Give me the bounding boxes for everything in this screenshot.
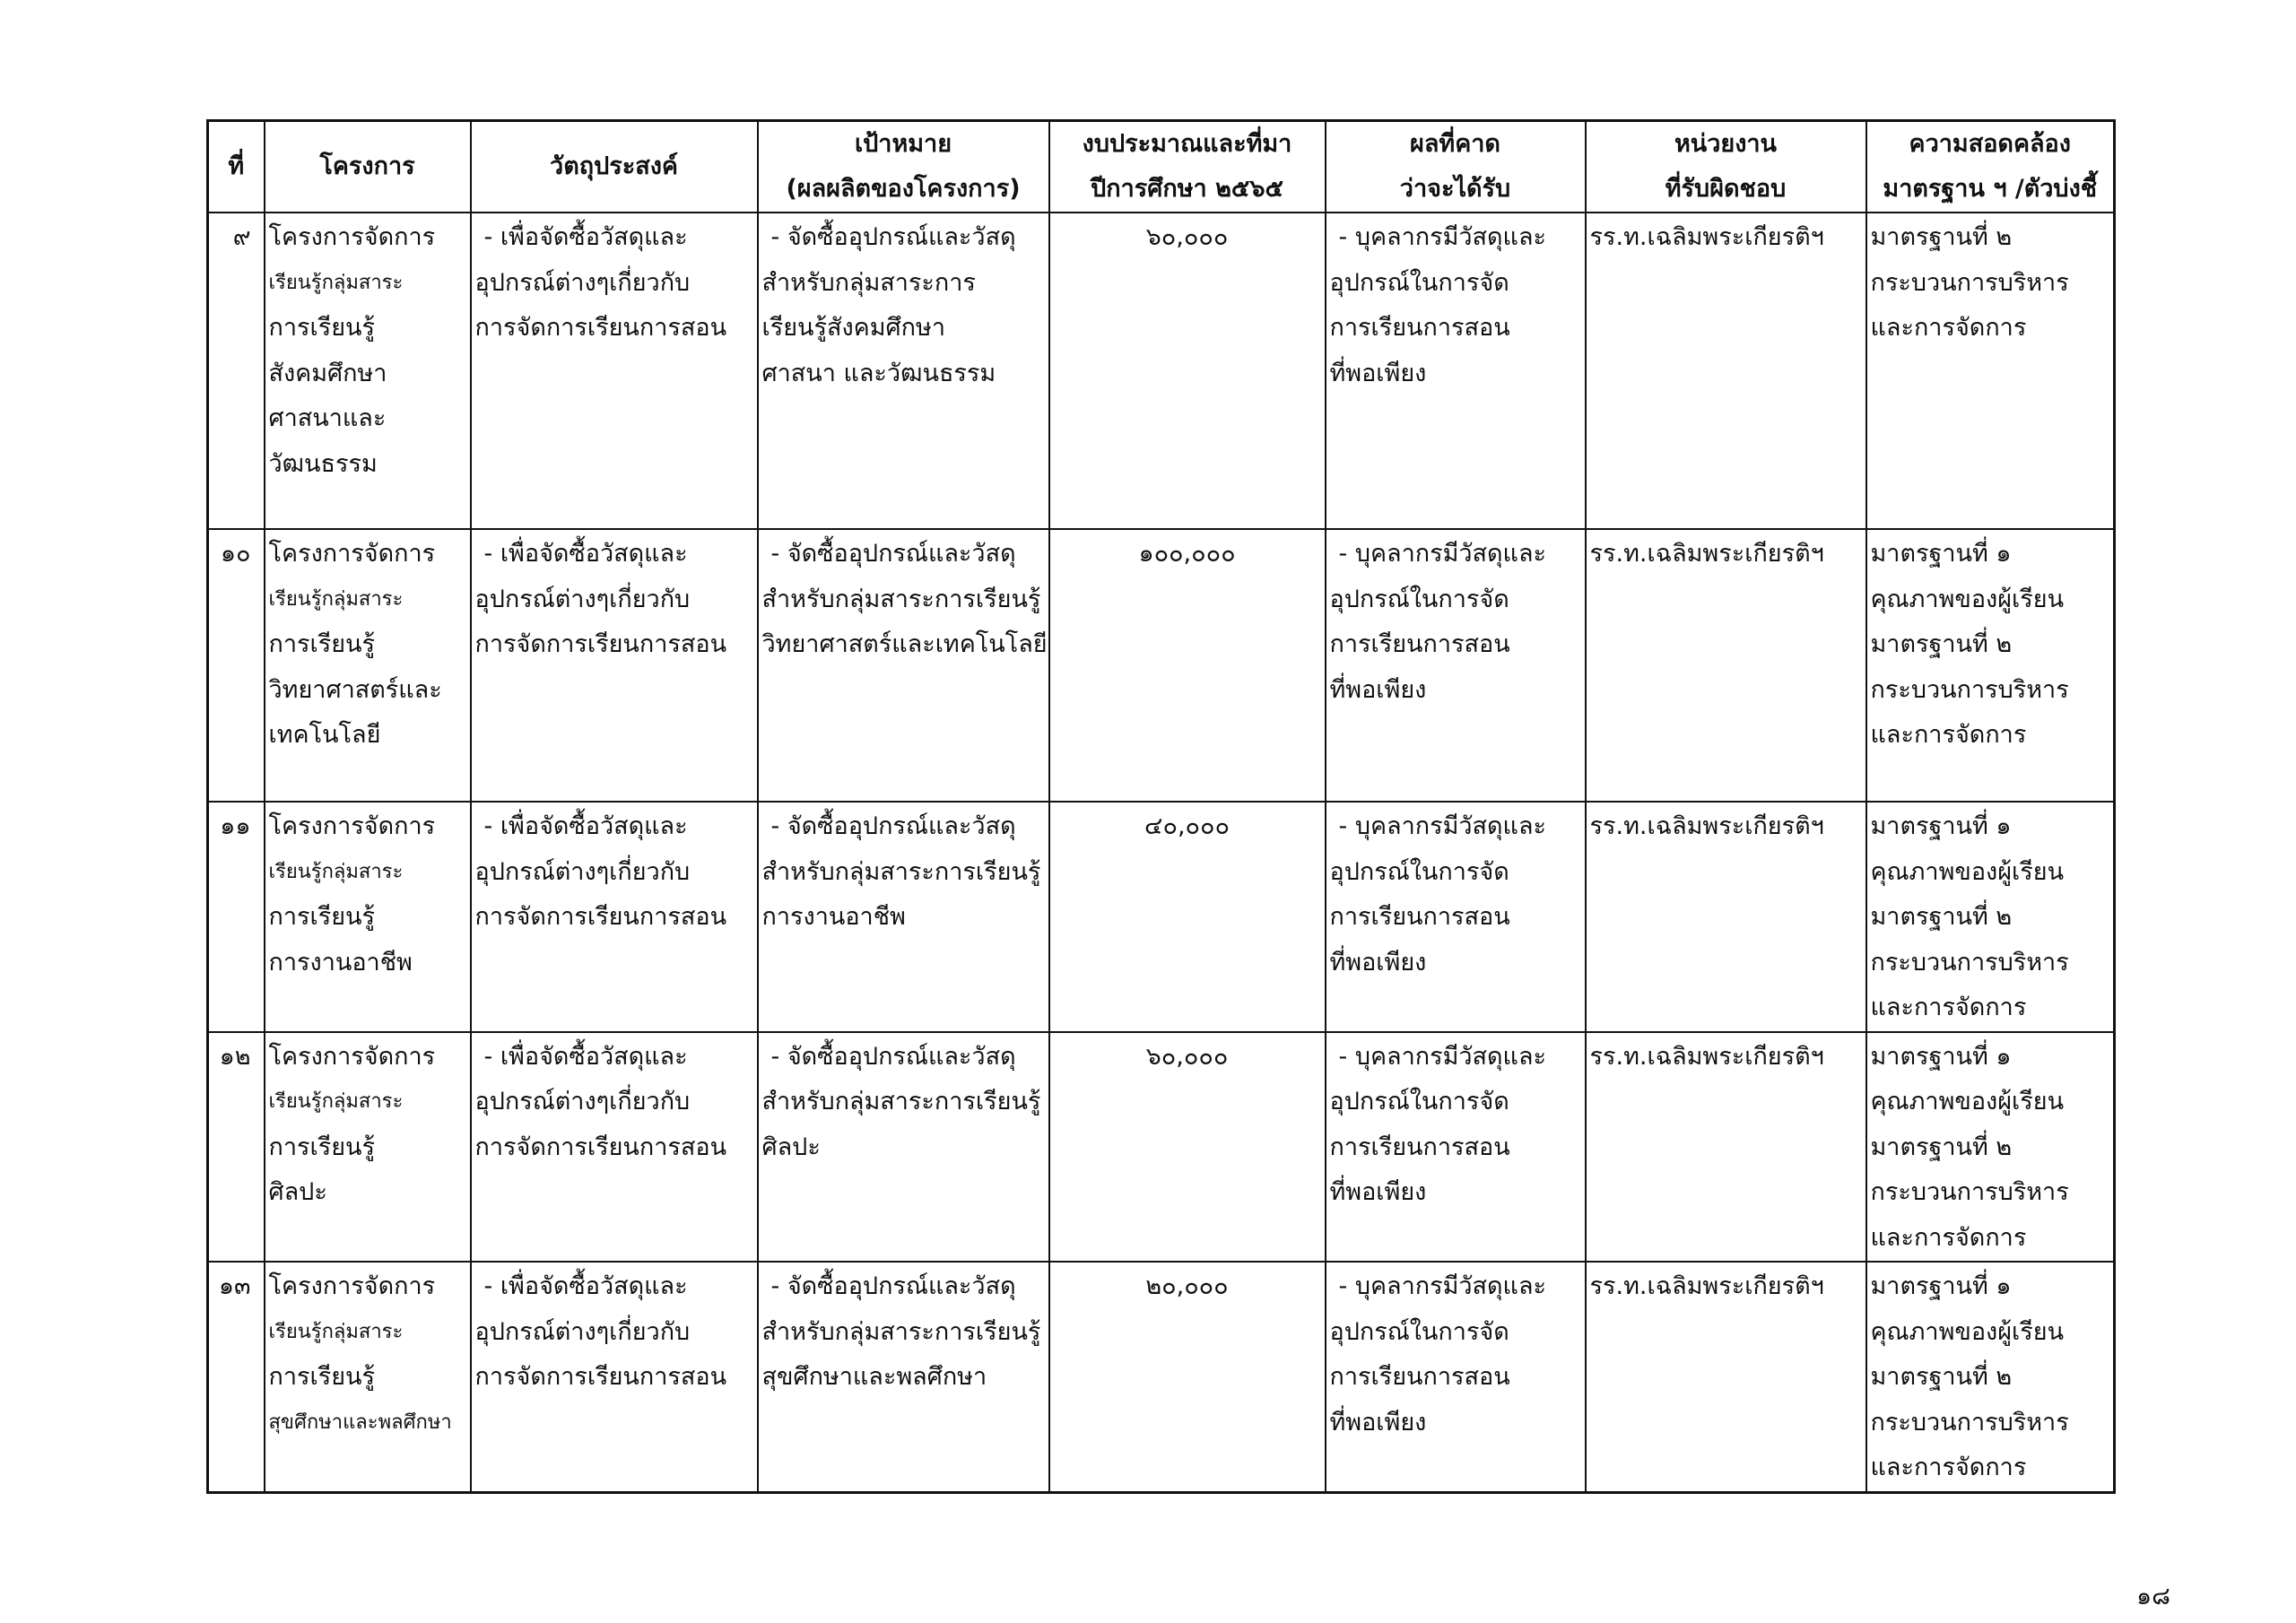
expected-result-line: ที่พอเพียง: [1329, 675, 1427, 704]
objective-cell: [471, 1032, 758, 1263]
budget-cell: ๔๐,๐๐๐: [1049, 802, 1326, 1032]
target-line: สำหรับกลุ่มสาระการ: [761, 268, 976, 297]
standard-alignment-line: กระบวนการบริหาร: [1870, 948, 2069, 976]
project-name-line: เรียนรู้กลุ่มสาระ: [268, 1090, 404, 1113]
responsible-unit-cell: รร.ท.เฉลิมพระเกียรติฯ: [1586, 1262, 1866, 1492]
row-number-cell: ๑๒: [208, 1032, 265, 1263]
expected-result-line: อุปกรณ์ในการจัด: [1329, 268, 1509, 297]
responsible-unit-cell: รร.ท.เฉลิมพระเกียรติฯ: [1586, 1032, 1866, 1263]
standard-alignment-line: และการจัดการ: [1870, 1223, 2027, 1252]
header-project: [265, 121, 471, 213]
expected-result-line: อุปกรณ์ในการจัด: [1329, 1317, 1509, 1346]
table-row: [208, 213, 2115, 529]
objective-line: - เพื่อจัดซื้อวัสดุและ: [483, 1272, 688, 1300]
objective-line: การจัดการเรียนการสอน: [474, 903, 727, 931]
standard-alignment-line: คุณภาพของผู้เรียน: [1870, 857, 2065, 886]
objective-line: - เพื่อจัดซื้อวัสดุและ: [483, 223, 688, 251]
target-cell: [758, 213, 1049, 529]
budget-cell: ๖๐,๐๐๐: [1049, 1032, 1326, 1263]
expected-result-line: ที่พอเพียง: [1329, 1408, 1427, 1436]
standard-alignment-line: มาตรฐานที่ ๒: [1870, 223, 2013, 251]
project-name-line: การเรียนรู้: [268, 1133, 376, 1161]
target-line: การงานอาชีพ: [761, 903, 906, 931]
expected-result-line: การเรียนการสอน: [1329, 1133, 1510, 1161]
objective-line: การจัดการเรียนการสอน: [474, 1133, 727, 1161]
header-line: เป้าหมาย: [854, 130, 952, 158]
standard-alignment-line: มาตรฐานที่ ๒: [1870, 903, 2013, 931]
objective-line: การจัดการเรียนการสอน: [474, 314, 727, 342]
project-name-line: เรียนรู้กลุ่มสาระ: [268, 860, 404, 883]
page-number: ๑๘: [2136, 1583, 2170, 1610]
expected-result-line: - บุคลากรมีวัสดุและ: [1338, 1042, 1547, 1071]
project-name-line: โครงการจัดการ: [268, 223, 436, 251]
target-line: ศิลปะ: [761, 1133, 821, 1161]
target-cell: [758, 1032, 1049, 1263]
header-line: ความสอดคล้อง: [1909, 130, 2071, 158]
responsible-unit-cell: รร.ท.เฉลิมพระเกียรติฯ: [1586, 802, 1866, 1032]
expected-result-line: ที่พอเพียง: [1329, 1178, 1427, 1206]
standard-alignment-cell: [1866, 1262, 2115, 1492]
header-line: วัตถุประสงค์: [550, 152, 678, 180]
target-line: - จัดซื้ออุปกรณ์และวัสดุ: [770, 812, 1016, 840]
objective-line: การจัดการเรียนการสอน: [474, 630, 727, 658]
target-line: วิทยาศาสตร์และเทคโนโลยี: [761, 630, 1048, 658]
expected-result-line: ที่พอเพียง: [1329, 359, 1427, 387]
standard-alignment-line: และการจัดการ: [1870, 1454, 2027, 1481]
expected-result-line: การเรียนการสอน: [1329, 630, 1510, 658]
table-header-row: [208, 121, 2115, 213]
objective-line: อุปกรณ์ต่างๆเกี่ยวกับ: [474, 1317, 691, 1346]
row-number-cell: ๑๓: [208, 1262, 265, 1492]
project-name-cell: [265, 1032, 471, 1263]
target-line: สำหรับกลุ่มสาระการเรียนรู้: [761, 1317, 1041, 1346]
objective-line: อุปกรณ์ต่างๆเกี่ยวกับ: [474, 857, 691, 886]
row-number-cell: ๑๑: [208, 802, 265, 1032]
standard-alignment-line: และการจัดการ: [1870, 314, 2027, 342]
standard-alignment-line: คุณภาพของผู้เรียน: [1870, 585, 2065, 613]
table-row: [208, 1262, 2115, 1492]
expected-result-cell: [1326, 1032, 1586, 1263]
project-name-line: วิทยาศาสตร์และ: [268, 675, 442, 704]
budget-cell: ๖๐,๐๐๐: [1049, 213, 1326, 529]
header-no: [208, 121, 265, 213]
header-line: ที่รับผิดชอบ: [1665, 175, 1787, 203]
row-number-cell: ๙: [208, 213, 265, 529]
project-table: [206, 119, 2116, 1494]
header-line: หน่วยงาน: [1674, 130, 1778, 158]
expected-result-line: การเรียนการสอน: [1329, 903, 1510, 931]
header-line: ที่: [228, 152, 245, 180]
objective-line: - เพื่อจัดซื้อวัสดุและ: [483, 540, 688, 568]
standard-alignment-line: มาตรฐานที่ ๑: [1870, 1272, 2012, 1300]
project-name-line: โครงการจัดการ: [268, 1272, 436, 1300]
target-line: - จัดซื้ออุปกรณ์และวัสดุ: [770, 223, 1016, 251]
standard-alignment-line: กระบวนการบริหาร: [1870, 268, 2069, 297]
header-line: ปีการศึกษา ๒๕๖๕: [1091, 175, 1283, 203]
header-line: ผลที่คาด: [1410, 130, 1500, 158]
project-name-line: สุขศึกษาและพลศึกษา: [268, 1410, 452, 1434]
expected-result-line: การเรียนการสอน: [1329, 1363, 1510, 1391]
project-name-line: วัฒนธรรม: [268, 449, 378, 478]
standard-alignment-line: กระบวนการบริหาร: [1870, 1178, 2069, 1206]
expected-result-line: อุปกรณ์ในการจัด: [1329, 585, 1509, 613]
project-name-line: เทคโนโลยี: [268, 721, 381, 749]
standard-alignment-line: และการจัดการ: [1870, 994, 2027, 1021]
objective-line: - เพื่อจัดซื้อวัสดุและ: [483, 812, 688, 840]
target-line: - จัดซื้ออุปกรณ์และวัสดุ: [770, 540, 1016, 568]
expected-result-cell: [1326, 213, 1586, 529]
project-name-line: การงานอาชีพ: [268, 948, 413, 976]
standard-alignment-cell: [1866, 1032, 2115, 1263]
header-line: งบประมาณและที่มา: [1082, 130, 1292, 158]
standard-alignment-line: มาตรฐานที่ ๑: [1870, 812, 2012, 840]
expected-result-line: การเรียนการสอน: [1329, 314, 1510, 342]
header-line: (ผลผลิตของโครงการ): [786, 175, 1021, 203]
header-objective: [471, 121, 758, 213]
expected-result-cell: [1326, 802, 1586, 1032]
project-name-line: โครงการจัดการ: [268, 812, 436, 840]
objective-line: - เพื่อจัดซื้อวัสดุและ: [483, 1042, 688, 1071]
project-name-line: การเรียนรู้: [268, 1363, 376, 1391]
budget-cell: ๒๐,๐๐๐: [1049, 1262, 1326, 1492]
expected-result-line: อุปกรณ์ในการจัด: [1329, 1088, 1509, 1115]
header-line: มาตรฐาน ฯ /ตัวบ่งชี้: [1883, 175, 2098, 203]
objective-line: อุปกรณ์ต่างๆเกี่ยวกับ: [474, 585, 691, 613]
header-budget: [1049, 121, 1326, 213]
project-name-line: เรียนรู้กลุ่มสาระ: [268, 271, 404, 294]
standard-alignment-line: มาตรฐานที่ ๒: [1870, 630, 2013, 658]
objective-line: อุปกรณ์ต่างๆเกี่ยวกับ: [474, 268, 691, 297]
expected-result-line: - บุคลากรมีวัสดุและ: [1338, 1272, 1547, 1300]
project-name-cell: [265, 213, 471, 529]
standard-alignment-line: มาตรฐานที่ ๑: [1870, 540, 2012, 568]
standard-alignment-cell: [1866, 802, 2115, 1032]
target-line: - จัดซื้ออุปกรณ์และวัสดุ: [770, 1272, 1016, 1300]
standard-alignment-line: มาตรฐานที่ ๑: [1870, 1042, 2012, 1071]
standard-alignment-line: และการจัดการ: [1870, 721, 2027, 749]
project-name-line: เรียนรู้กลุ่มสาระ: [268, 587, 404, 611]
expected-result-line: ที่พอเพียง: [1329, 948, 1427, 976]
expected-result-line: - บุคลากรมีวัสดุและ: [1338, 540, 1547, 568]
project-name-line: การเรียนรู้: [268, 314, 376, 342]
header-line: โครงการ: [319, 152, 415, 180]
target-line: เรียนรู้สังคมศึกษา: [761, 314, 945, 342]
project-name-line: การเรียนรู้: [268, 630, 376, 658]
responsible-unit-cell: รร.ท.เฉลิมพระเกียรติฯ: [1586, 529, 1866, 802]
expected-result-line: อุปกรณ์ในการจัด: [1329, 857, 1509, 886]
objective-cell: [471, 529, 758, 802]
project-name-line: โครงการจัดการ: [268, 1042, 436, 1071]
header-line: ว่าจะได้รับ: [1399, 175, 1511, 203]
expected-result-cell: [1326, 529, 1586, 802]
table-row: [208, 1032, 2115, 1263]
standard-alignment-line: มาตรฐานที่ ๒: [1870, 1363, 2013, 1391]
expected-result-cell: [1326, 1262, 1586, 1492]
project-name-line: สังคมศึกษา: [268, 359, 387, 387]
row-number-cell: ๑๐: [208, 529, 265, 802]
project-name-cell: [265, 529, 471, 802]
project-name-cell: [265, 802, 471, 1032]
budget-cell: ๑๐๐,๐๐๐: [1049, 529, 1326, 802]
standard-alignment-line: คุณภาพของผู้เรียน: [1870, 1317, 2065, 1346]
standard-alignment-line: คุณภาพของผู้เรียน: [1870, 1088, 2065, 1115]
table-row: [208, 802, 2115, 1032]
target-line: - จัดซื้ออุปกรณ์และวัสดุ: [770, 1042, 1016, 1071]
project-name-line: เรียนรู้กลุ่มสาระ: [268, 1320, 404, 1343]
expected-result-line: - บุคลากรมีวัสดุและ: [1338, 812, 1547, 840]
header-target: [758, 121, 1049, 213]
target-line: สำหรับกลุ่มสาระการเรียนรู้: [761, 1088, 1041, 1115]
objective-cell: [471, 802, 758, 1032]
target-line: สำหรับกลุ่มสาระการเรียนรู้: [761, 857, 1041, 886]
target-cell: [758, 802, 1049, 1032]
target-line: สุขศึกษาและพลศึกษา: [761, 1363, 987, 1391]
target-cell: [758, 1262, 1049, 1492]
target-line: สำหรับกลุ่มสาระการเรียนรู้: [761, 585, 1041, 613]
expected-result-line: - บุคลากรมีวัสดุและ: [1338, 223, 1547, 251]
standard-alignment-line: กระบวนการบริหาร: [1870, 675, 2069, 704]
standard-alignment-cell: [1866, 529, 2115, 802]
target-cell: [758, 529, 1049, 802]
standard-alignment-cell: [1866, 213, 2115, 529]
objective-line: การจัดการเรียนการสอน: [474, 1363, 727, 1391]
header-standard: [1866, 121, 2115, 213]
objective-cell: [471, 1262, 758, 1492]
objective-line: อุปกรณ์ต่างๆเกี่ยวกับ: [474, 1088, 691, 1115]
project-name-cell: [265, 1262, 471, 1492]
project-name-line: ศาสนาและ: [268, 404, 387, 432]
project-name-line: ศิลปะ: [268, 1178, 327, 1206]
table-row: [208, 529, 2115, 802]
responsible-unit-cell: รร.ท.เฉลิมพระเกียรติฯ: [1586, 213, 1866, 529]
objective-cell: [471, 213, 758, 529]
project-name-line: การเรียนรู้: [268, 903, 376, 931]
standard-alignment-line: กระบวนการบริหาร: [1870, 1408, 2069, 1436]
standard-alignment-line: มาตรฐานที่ ๒: [1870, 1133, 2013, 1161]
target-line: ศาสนา และวัฒนธรรม: [761, 359, 996, 387]
project-name-line: โครงการจัดการ: [268, 540, 436, 568]
header-responsible-unit: [1586, 121, 1866, 213]
header-expected-result: [1326, 121, 1586, 213]
